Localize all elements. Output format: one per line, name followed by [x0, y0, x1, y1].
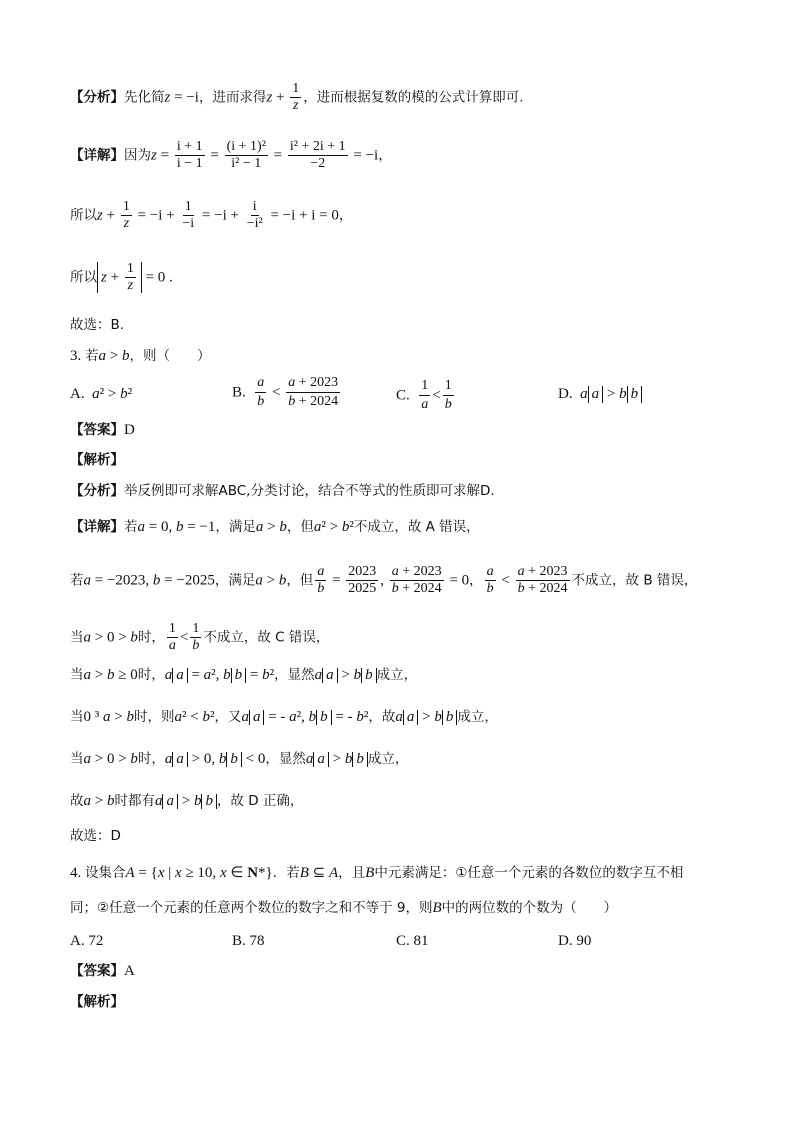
detail-tag: 【详解】 — [70, 147, 124, 164]
q3-detail-2: 若a = −2023, b = −2025，满足a > b，但 $\frac{a}{b}$ = $\frac{2023}{2025}$ , $\frac{a + 2023}{b + 2024}$ = 0， $\frac{a}{b}$ < $\frac{a + 2023}{b + 2024}$ 不成立，故 B 错误， — [70, 564, 698, 596]
q3-parse: 【解析】 — [70, 452, 124, 468]
q3-option-c: C. $\frac{1}{a}$ < $\frac{1}{b}$ — [396, 378, 452, 412]
q3-answer: 【答案】D — [70, 422, 135, 438]
step-line-1: 所以z + $\frac{1}{z}$ = −i + $\frac{1}{-i}$ = −i + $\frac{i}{\text{−i²}}$ = −i + i = 0， — [70, 199, 353, 231]
step-line-2: 所以 z + $\frac{1}{z}$ = 0 . — [70, 261, 173, 293]
q4-option-d: D. 90 — [558, 933, 592, 949]
q3-detail-6: 当a > 0 > b时，a a > 0, b b < 0，显然a a > b b 成立， — [70, 751, 409, 767]
q3-analysis: 【分析】举反例即可求解ABC,分类讨论，结合不等式的性质即可求解D. — [70, 483, 495, 499]
q4-stem-2: 同；②任意一个元素的任意两个数位的数字之和不等于 9，则B中的两位数的个数为（ ） — [70, 900, 618, 916]
q3-option-b: B. $\frac{a}{b}$ < $\frac{a + 2023}{b + 2024}$ — [232, 375, 339, 409]
q3-detail-7: 故a > b时都有a a > b b ，故 D 正确， — [70, 793, 304, 809]
q3-detail-1: 【详解】若a = 0, b = −1，满足a > b，但a² > b²不成立，故 A 错误， — [70, 519, 480, 535]
q3-choice: 故选：D — [70, 828, 121, 844]
analysis-line: 【分析】先化简z = −i，进而求得z + $\frac{1}{z}$ ，进而根据复数的模的公式计算即可. — [70, 81, 524, 113]
q3-option-a: A. a² > b² — [70, 386, 133, 402]
q4-option-c: C. 81 — [396, 933, 429, 949]
q3-detail-4: 当a > b ≥ 0时，a a = a², b b = b²，显然a a > b b 成立， — [70, 667, 418, 683]
detail-line: 【详解】因为z = $\frac{i + 1}{i - 1}$ = $\frac{\text{(i + 1)²}}{\text{i² − 1}}$ = $\frac{\text{i² + 2i + 1}}{-2}$ = −i， — [70, 139, 392, 171]
q3-detail-5: 当0 ³ a > b时，则a² < b²，又a a = - a², b b = - b²，故a a > b b 成立， — [70, 709, 498, 725]
q4-answer: 【答案】A — [70, 963, 135, 979]
q4-option-b: B. 78 — [232, 933, 265, 949]
q3-option-d: D. a a > b b — [558, 386, 642, 403]
analysis-tag: 【分析】 — [70, 89, 124, 106]
q4-option-a: A. 72 — [70, 933, 104, 949]
choice-b: 故选：B. — [70, 317, 125, 333]
q3-detail-3: 当a > 0 > b时， $\frac{1}{a}$ < $\frac{1}{b}$ 不成立，故 C 错误， — [70, 621, 330, 653]
q4-parse: 【解析】 — [70, 994, 124, 1010]
q4-stem-1: 4. 设集合A = {x | x ≥ 10, x ∈ N*}．若B ⊆ A，且B中元素满足：①任意一个元素的各数位的数字互不相 — [70, 865, 684, 881]
q3-stem: 3. 若a > b，则（ ） — [70, 348, 211, 364]
